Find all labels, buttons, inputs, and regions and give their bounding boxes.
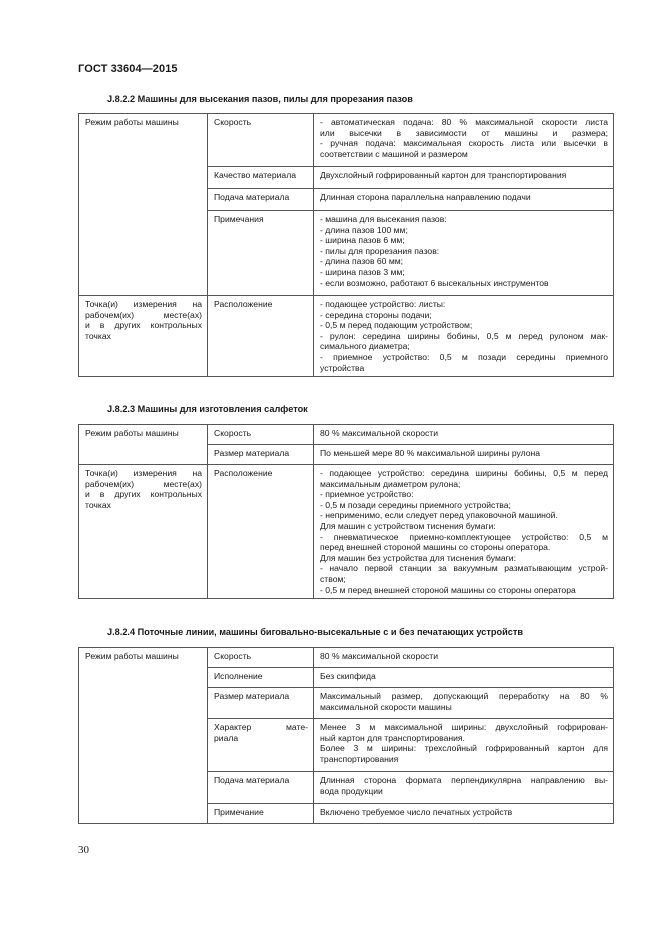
value-cell: 80 % максимальной скорости (314, 425, 614, 445)
row-group-label: Точка(и) измерения на рабочем(их) месте(ах) и в других контрольных точках (79, 296, 208, 377)
param-cell: Размер материала (208, 445, 314, 465)
value-cell: Менее 3 м максимальной ширины: двухслойный гофрирован- ный картон для транспортирования. Более 3 м ширины: трехслойный гофрированный картон для транспортирования (314, 719, 614, 772)
value-cell: Максимальный размер, допускающий переработку на 80 % максимальной скорости машины (314, 688, 614, 719)
param-cell: Расположение (208, 465, 314, 599)
spec-table (78, 424, 614, 599)
value-cell: Двухслойный гофрированный картон для транспортирования (314, 167, 614, 189)
param-cell: Характер мате- риала (208, 719, 314, 772)
param-cell: Примечания (208, 211, 314, 296)
document-header: ГОСТ 33604—2015 (78, 63, 178, 75)
value-cell: - машина для высекания пазов: - длина пазов 100 мм; - ширина пазов 6 мм; - пилы для прорезания пазов: - длина пазов 60 мм; - ширина пазов 3 мм; - если возможно, работают 6 высекальных инструментов (314, 211, 614, 296)
row-group-label: Режим работы машины (79, 114, 208, 296)
row-group-label: Режим работы машины (79, 425, 208, 465)
spec-table (78, 647, 614, 824)
spec-table (78, 113, 614, 377)
param-cell: Исполнение (208, 668, 314, 688)
param-cell: Качество материала (208, 167, 314, 189)
param-cell: Подача материала (208, 772, 314, 804)
value-cell: Длинная сторона параллельна направлению подачи (314, 189, 614, 211)
value-cell: - автоматическая подача: 80 % максимальной скорости листа или высечки в зависимости от машины и размера; - ручная подача: максимальная скорость листа или высечки в соответствии с машиной и размером (314, 114, 614, 167)
value-cell: Без скипфида (314, 668, 614, 688)
value-cell: - подающее устройство: листы: - середина стороны подачи; - 0,5 м перед подающим устройством; - рулон: середина ширины бобины, 0,5 м перед рулоном мак- симального диаметра; - приемное устройство: 0,5 м позади середины приемного устройства (314, 296, 614, 377)
param-cell: Примечание (208, 804, 314, 824)
section-title: J.8.2.4 Поточные линии, машины биговально-высекальные с и без печатающих устройств (107, 627, 523, 637)
param-cell: Подача материала (208, 189, 314, 211)
param-cell: Размер материала (208, 688, 314, 719)
value-cell: 80 % максимальной скорости (314, 648, 614, 668)
value-cell: По меньшей мере 80 % максимальной ширины рулона (314, 445, 614, 465)
param-cell: Скорость (208, 425, 314, 445)
value-cell: Длинная сторона формата перпендикулярна направлению вы- вода продукции (314, 772, 614, 804)
row-group-label: Режим работы машины (79, 648, 208, 824)
value-cell: - подающее устройство: середина ширины бобины, 0,5 м перед максимальным диаметром рулона; - приемное устройство: - 0,5 м позади середины приемного устройства; - неприменимо, если следует перед упаковочной машиной. Для машин с устройством тиснения бумаги: - пневматическое приемно-комплектующее устройство: 0,5 м перед внешней стороной машины со стороны оператора. Для машин без устройства для тиснения бумаги: - начало первой станции за вакуумным разматывающим устрой- ством; - 0,5 м перед внешней стороной машины со стороны оператора (314, 465, 614, 599)
param-cell: Скорость (208, 648, 314, 668)
section-title: J.8.2.2 Машины для высекания пазов, пилы для прорезания пазов (107, 94, 413, 104)
value-cell: Включено требуемое число печатных устройств (314, 804, 614, 824)
param-cell: Расположение (208, 296, 314, 377)
section-title: J.8.2.3 Машины для изготовления салфеток (107, 404, 308, 414)
page-number: 30 (78, 844, 89, 856)
param-cell: Скорость (208, 114, 314, 167)
row-group-label: Точка(и) измерения на рабочем(их) месте(ах) и в других контрольных точках (79, 465, 208, 599)
